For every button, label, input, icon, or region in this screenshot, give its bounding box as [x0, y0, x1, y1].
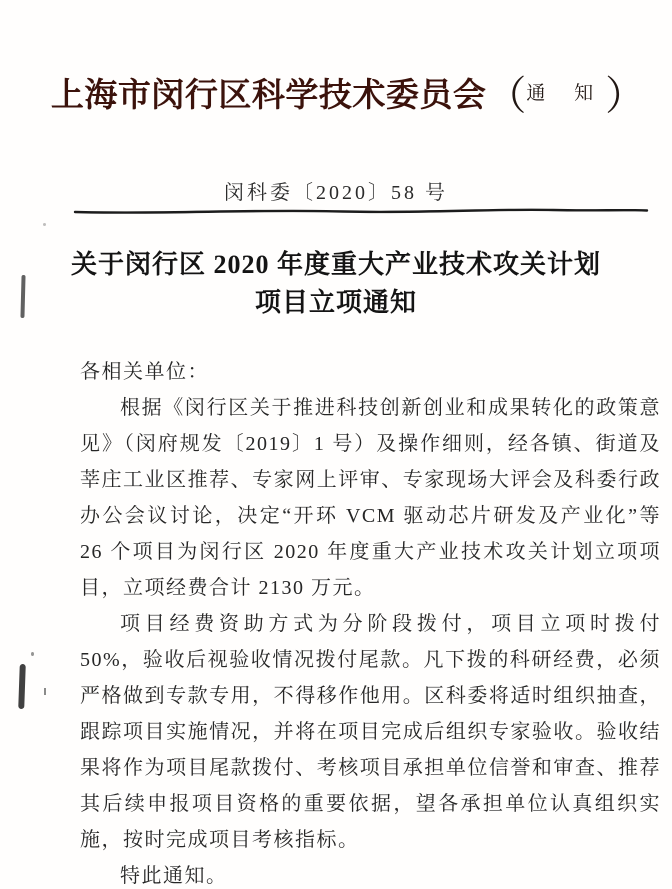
salutation: 各相关单位：: [80, 361, 209, 383]
paragraph: 根据《闵行区关于推进科技创新创业和成果转化的政策意见》（闵府规发〔2019〕1 号）及操作细则，经各镇、街道及莘庄工业区推荐、专家网上评审、专家现场大评会及科委行政办公会议讨论，决定“开环 VCM 驱动芯片研发及产业化”等 26 个项目为闵行区 2020 年度重大产业技术攻关计划立项项目，立项经费合计 2130 万元。: [80, 397, 661, 599]
closing-line: 特此通知。: [120, 865, 228, 887]
scan-artifact: [44, 688, 46, 695]
document-number: 闵科委〔2020〕58 号: [224, 182, 448, 204]
issuing-org-name: 上海市闵行区科学技术委员会: [50, 78, 487, 114]
scan-artifact: [18, 664, 26, 709]
document-title: [36, 246, 636, 322]
scan-artifact: [20, 275, 25, 318]
letterhead: [40, 64, 656, 121]
document-title-line1: 关于闵行区 2020 年度重大产业技术攻关计划: [70, 250, 601, 279]
document-body: [80, 354, 661, 889]
document-title-line2: 项目立项通知: [254, 288, 417, 317]
paragraph: 项目经费资助方式为分阶段拨付，项目立项时拨付 50%，验收后视验收情况拨付尾款。凡下拨的科研经费，必须严格做到专款专用，不得移作他用。区科委将适时组织抽查，跟踪项目实施情况，并将在项目完成后组织专家验收。验收结果将作为项目尾款拨付、考核项目承担单位信誉和审查、推荐其后续申报项目资格的重要依据，望各承担单位认真组织实施，按时完成项目考核指标。: [80, 613, 661, 851]
separator-line: [73, 205, 649, 217]
document-type-label: 通 知: [526, 83, 606, 104]
open-paren: （: [486, 73, 527, 118]
scan-artifact: [43, 223, 46, 226]
close-paren: ）: [605, 73, 646, 118]
scan-artifact: [31, 652, 34, 656]
